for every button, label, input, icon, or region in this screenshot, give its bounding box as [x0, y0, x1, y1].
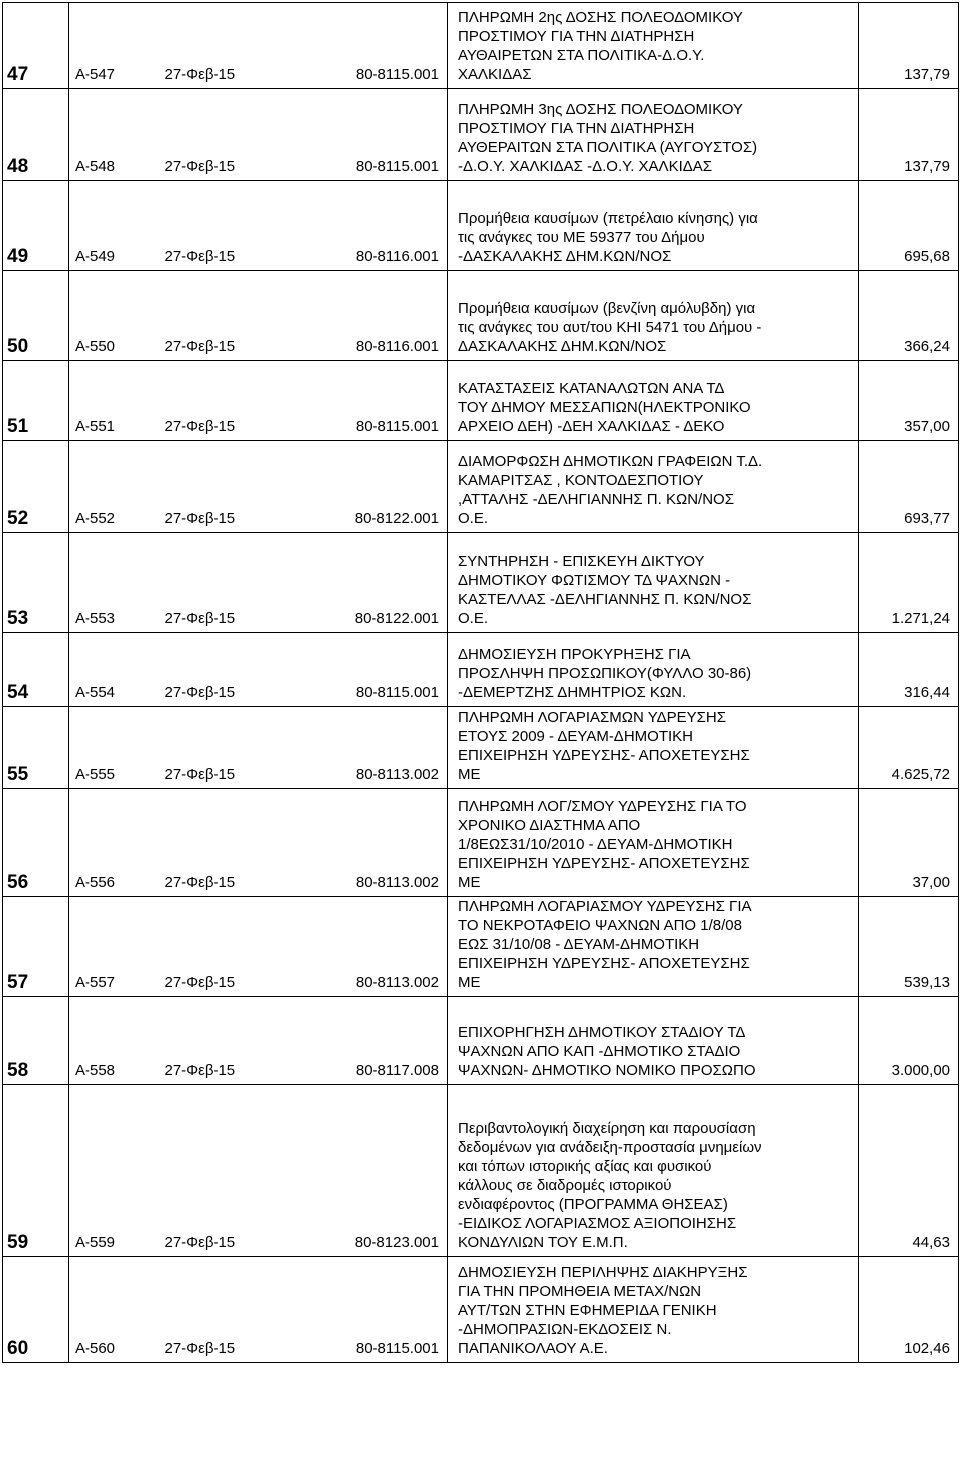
description-line: ΕΤΟΥΣ 2009 - ΔΕΥΑΜ-ΔΗΜΟΤΙΚΗ	[458, 728, 693, 745]
table-row	[3, 271, 959, 361]
table-row	[3, 789, 959, 897]
description-line: Προμήθεια καυσίμων (πετρέλαιο κίνησης) για	[458, 210, 758, 227]
voucher-code: Α-556	[69, 789, 159, 897]
payment-description	[448, 897, 859, 997]
table-row	[3, 1257, 959, 1363]
row-number: 51	[3, 361, 69, 441]
description-line: κάλλους σε διαδρομές ιστορικού	[458, 1177, 672, 1194]
description-line: ΠΛΗΡΩΜΗ 3ης ΔΟΣΗΣ ΠΟΛΕΟΔΟΜΙΚΟΥ	[458, 101, 743, 118]
row-number: 59	[3, 1085, 69, 1257]
table-row	[3, 361, 959, 441]
account-code: 80-8123.001	[284, 1085, 448, 1257]
description-line: Ο.Ε.	[458, 510, 489, 527]
description-line: ΑΥΘΕΡΑΙΤΩΝ ΣΤΑ ΠΟΛΙΤΙΚΑ (ΑΥΓΟΥΣΤΟΣ)	[458, 139, 758, 156]
payment-description	[448, 1257, 859, 1363]
table-row	[3, 3, 959, 89]
payment-date: 27-Φεβ-15	[159, 789, 284, 897]
payment-date: 27-Φεβ-15	[159, 533, 284, 633]
row-number: 52	[3, 441, 69, 533]
payment-amount: 316,44	[859, 633, 959, 707]
description-line: ΔΗΜΟΣΙΕΥΣΗ ΠΕΡΙΛΗΨΗΣ ΔΙΑΚΗΡΥΞΗΣ	[458, 1264, 748, 1281]
description-line: ΑΥΘΑΙΡΕΤΩΝ ΣΤΑ ΠΟΛΙΤΙΚΑ-Δ.Ο.Υ.	[458, 47, 705, 64]
description-line: ΓΙΑ ΤΗΝ ΠΡΟΜΗΘΕΙΑ ΜΕΤΑΧ/ΝΩΝ	[458, 1283, 702, 1300]
voucher-code: Α-549	[69, 181, 159, 271]
payment-description	[448, 361, 859, 441]
payment-description	[448, 441, 859, 533]
table-row	[3, 1085, 959, 1257]
description-line: ΠΑΠΑΝΙΚΟΛΑΟΥ Α.Ε.	[458, 1340, 608, 1357]
row-number: 56	[3, 789, 69, 897]
voucher-code: Α-547	[69, 3, 159, 89]
description-line: -Δ.Ο.Υ. ΧΑΛΚΙΔΑΣ -Δ.Ο.Υ. ΧΑΛΚΙΔΑΣ	[458, 158, 713, 175]
voucher-code: Α-548	[69, 89, 159, 181]
payment-amount: 44,63	[859, 1085, 959, 1257]
description-line: ΕΠΙΧΕΙΡΗΣΗ ΥΔΡΕΥΣΗΣ- ΑΠΟΧΕΤΕΥΣΗΣ	[458, 855, 750, 872]
description-line: ΔΙΑΜΟΡΦΩΣΗ ΔΗΜΟΤΙΚΩΝ ΓΡΑΦΕΙΩΝ Τ.Δ.	[458, 453, 763, 470]
payment-description	[448, 3, 859, 89]
description-line: ΤΟ ΝΕΚΡΟΤΑΦΕΙΟ ΨΑΧΝΩΝ ΑΠΟ 1/8/08	[458, 917, 742, 934]
row-number: 53	[3, 533, 69, 633]
payment-description	[448, 181, 859, 271]
payment-amount: 1.271,24	[859, 533, 959, 633]
voucher-code: Α-557	[69, 897, 159, 997]
account-code: 80-8115.001	[284, 89, 448, 181]
row-number: 55	[3, 707, 69, 789]
payment-amount: 102,46	[859, 1257, 959, 1363]
account-code: 80-8113.002	[284, 897, 448, 997]
payment-date: 27-Φεβ-15	[159, 361, 284, 441]
account-code: 80-8115.001	[284, 1257, 448, 1363]
table-row	[3, 707, 959, 789]
voucher-code: Α-558	[69, 997, 159, 1085]
description-line: ΠΛΗΡΩΜΗ 2ης ΔΟΣΗΣ ΠΟΛΕΟΔΟΜΙΚΟΥ	[458, 9, 743, 26]
payment-amount: 693,77	[859, 441, 959, 533]
payment-description	[448, 1085, 859, 1257]
row-number: 58	[3, 997, 69, 1085]
description-line: ΠΡΟΣΛΗΨΗ ΠΡΟΣΩΠΙΚΟΥ(ΦΥΛΛΟ 30-86)	[458, 665, 752, 682]
table-row	[3, 533, 959, 633]
payment-description	[448, 633, 859, 707]
payment-amount: 695,68	[859, 181, 959, 271]
description-line: Προμήθεια καυσίμων (βενζίνη αμόλυβδη) για	[458, 300, 756, 317]
description-line: 1/8ΕΩΣ31/10/2010 - ΔΕΥΑΜ-ΔΗΜΟΤΙΚΗ	[458, 836, 733, 853]
payment-description	[448, 707, 859, 789]
row-number: 50	[3, 271, 69, 361]
payment-date: 27-Φεβ-15	[159, 1085, 284, 1257]
description-line: ΚΑΤΑΣΤΑΣΕΙΣ ΚΑΤΑΝΑΛΩΤΩΝ ΑΝΑ ΤΔ	[458, 380, 725, 397]
payment-description	[448, 89, 859, 181]
description-line: ΕΩΣ 31/10/08 - ΔΕΥΑΜ-ΔΗΜΟΤΙΚΗ	[458, 936, 700, 953]
description-line: ΔΑΣΚΑΛΑΚΗΣ ΔΗΜ.ΚΩΝ/ΝΟΣ	[458, 338, 667, 355]
row-number: 57	[3, 897, 69, 997]
payment-description	[448, 789, 859, 897]
description-line: τις ανάγκες του ΜΕ 59377 του Δήμου	[458, 229, 705, 246]
payment-amount: 357,00	[859, 361, 959, 441]
description-line: ενδιαφέροντος (ΠΡΟΓΡΑΜΜΑ ΘΗΣΕΑΣ)	[458, 1196, 728, 1213]
table-row	[3, 897, 959, 997]
description-line: ΔΗΜΟΣΙΕΥΣΗ ΠΡΟΚΥΡΗΞΗΣ ΓΙΑ	[458, 646, 691, 663]
payment-amount: 137,79	[859, 89, 959, 181]
payment-date: 27-Φεβ-15	[159, 441, 284, 533]
payment-table-body	[3, 3, 959, 1363]
payment-date: 27-Φεβ-15	[159, 1257, 284, 1363]
description-line: ΤΟΥ ΔΗΜΟΥ ΜΕΣΣΑΠΙΩΝ(ΗΛΕΚΤΡΟΝΙΚΟ	[458, 399, 751, 416]
description-line: ΚΑΣΤΕΛΛΑΣ -ΔΕΛΗΓΙΑΝΝΗΣ Π. ΚΩΝ/ΝΟΣ	[458, 591, 752, 608]
row-number: 49	[3, 181, 69, 271]
account-code: 80-8117.008	[284, 997, 448, 1085]
description-line: ΕΠΙΧΟΡΗΓΗΣΗ ΔΗΜΟΤΙΚΟΥ ΣΤΑΔΙΟΥ ΤΔ	[458, 1024, 746, 1041]
row-number: 54	[3, 633, 69, 707]
payment-amount: 137,79	[859, 3, 959, 89]
payment-description	[448, 271, 859, 361]
description-line: ΨΑΧΝΩΝ ΑΠΟ ΚΑΠ -ΔΗΜΟΤΙΚΟ ΣΤΑΔΙΟ	[458, 1043, 741, 1060]
payment-amount: 4.625,72	[859, 707, 959, 789]
description-line: ΠΛΗΡΩΜΗ ΛΟΓΑΡΙΑΣΜΩΝ ΥΔΡΕΥΣΗΣ	[458, 709, 727, 726]
description-line: -ΕΙΔΙΚΟΣ ΛΟΓΑΡΙΑΣΜΟΣ ΑΞΙΟΠΟΙΗΣΗΣ	[458, 1215, 737, 1232]
row-number: 60	[3, 1257, 69, 1363]
payment-amount: 37,00	[859, 789, 959, 897]
payment-description	[448, 533, 859, 633]
description-line: -ΔΑΣΚΑΛΑΚΗΣ ΔΗΜ.ΚΩΝ/ΝΟΣ	[458, 248, 672, 265]
description-line: ΠΡΟΣΤΙΜΟΥ ΓΙΑ ΤΗΝ ΔΙΑΤΗΡΗΣΗ	[458, 120, 695, 137]
account-code: 80-8115.001	[284, 3, 448, 89]
description-line: και τόπων ιστορικής αξίας και φυσικού	[458, 1158, 712, 1175]
description-line: ΠΛΗΡΩΜΗ ΛΟΓ/ΣΜΟΥ ΥΔΡΕΥΣΗΣ ΓΙΑ ΤΟ	[458, 798, 747, 815]
account-code: 80-8115.001	[284, 361, 448, 441]
description-line: ΔΗΜΟΤΙΚΟΥ ΦΩΤΙΣΜΟΥ ΤΔ ΨΑΧΝΩΝ -	[458, 572, 731, 589]
payment-description	[448, 997, 859, 1085]
payment-amount: 366,24	[859, 271, 959, 361]
voucher-code: Α-559	[69, 1085, 159, 1257]
payment-date: 27-Φεβ-15	[159, 181, 284, 271]
account-code: 80-8113.002	[284, 707, 448, 789]
voucher-code: Α-550	[69, 271, 159, 361]
description-line: ΕΠΙΧΕΙΡΗΣΗ ΥΔΡΕΥΣΗΣ- ΑΠΟΧΕΤΕΥΣΗΣ	[458, 747, 750, 764]
table-row	[3, 89, 959, 181]
payment-date: 27-Φεβ-15	[159, 997, 284, 1085]
description-line: -ΔΕΜΕΡΤΖΗΣ ΔΗΜΗΤΡΙΟΣ ΚΩΝ.	[458, 684, 687, 701]
description-line: Περιβαντολογική διαχείρηση και παρουσίαση	[458, 1120, 756, 1137]
voucher-code: Α-552	[69, 441, 159, 533]
description-line: ΑΥΤ/ΤΩΝ ΣΤΗΝ ΕΦΗΜΕΡΙΔΑ ΓΕΝΙΚΗ	[458, 1302, 717, 1319]
payment-date: 27-Φεβ-15	[159, 897, 284, 997]
row-number: 47	[3, 3, 69, 89]
account-code: 80-8116.001	[284, 271, 448, 361]
description-line: ΜΕ	[458, 874, 481, 891]
account-code: 80-8113.002	[284, 789, 448, 897]
payment-table	[2, 2, 959, 1363]
description-line: -ΔΗΜΟΠΡΑΣΙΩΝ-ΕΚΔΟΣΕΙΣ Ν.	[458, 1321, 672, 1338]
description-line: ΣΥΝΤΗΡΗΣΗ - ΕΠΙΣΚΕΥΗ ΔΙΚΤΥΟΥ	[458, 553, 705, 570]
payment-amount: 3.000,00	[859, 997, 959, 1085]
description-line: ΑΡΧΕΙΟ ΔΕΗ) -ΔΕΗ ΧΑΛΚΙΔΑΣ - ΔΕΚΟ	[458, 418, 725, 435]
description-line: δεδομένων για ανάδειξη-προστασία μνημείων	[458, 1139, 762, 1156]
voucher-code: Α-560	[69, 1257, 159, 1363]
table-row	[3, 441, 959, 533]
account-code: 80-8115.001	[284, 633, 448, 707]
table-row	[3, 633, 959, 707]
description-line: τις ανάγκες του αυτ/του ΚΗΙ 5471 του Δήμου -	[458, 319, 762, 336]
description-line: ΠΡΟΣΤΙΜΟΥ ΓΙΑ ΤΗΝ ΔΙΑΤΗΡΗΣΗ	[458, 28, 695, 45]
description-line: ,ΑΤΤΑΛΗΣ -ΔΕΛΗΓΙΑΝΝΗΣ Π. ΚΩΝ/ΝΟΣ	[458, 491, 734, 508]
voucher-code: Α-554	[69, 633, 159, 707]
table-row	[3, 997, 959, 1085]
description-line: ΚΑΜΑΡΙΤΣΑΣ , ΚΟΝΤΟΔΕΣΠΟΤΙΟΥ	[458, 472, 704, 489]
payment-date: 27-Φεβ-15	[159, 633, 284, 707]
voucher-code: Α-553	[69, 533, 159, 633]
payment-date: 27-Φεβ-15	[159, 3, 284, 89]
account-code: 80-8116.001	[284, 181, 448, 271]
description-line: ΧΑΛΚΙΔΑΣ	[458, 66, 532, 83]
description-line: ΠΛΗΡΩΜΗ ΛΟΓΑΡΙΑΣΜΟΥ ΥΔΡΕΥΣΗΣ ΓΙΑ	[458, 898, 752, 915]
voucher-code: Α-555	[69, 707, 159, 789]
account-code: 80-8122.001	[284, 533, 448, 633]
table-row	[3, 181, 959, 271]
description-line: ΜΕ	[458, 766, 481, 783]
description-line: Ο.Ε.	[458, 610, 489, 627]
description-line: ΚΟΝΔΥΛΙΩΝ ΤΟΥ Ε.Μ.Π.	[458, 1234, 628, 1251]
account-code: 80-8122.001	[284, 441, 448, 533]
description-line: ΨΑΧΝΩΝ- ΔΗΜΟΤΙΚΟ ΝΟΜΙΚΟ ΠΡΟΣΩΠΟ	[458, 1062, 756, 1079]
description-line: ΜΕ	[458, 974, 481, 991]
voucher-code: Α-551	[69, 361, 159, 441]
description-line: ΕΠΙΧΕΙΡΗΣΗ ΥΔΡΕΥΣΗΣ- ΑΠΟΧΕΤΕΥΣΗΣ	[458, 955, 750, 972]
payment-date: 27-Φεβ-15	[159, 271, 284, 361]
description-line: ΧΡΟΝΙΚΟ ΔΙΑΣΤΗΜΑ ΑΠΟ	[458, 817, 641, 834]
payment-date: 27-Φεβ-15	[159, 707, 284, 789]
payment-amount: 539,13	[859, 897, 959, 997]
payment-date: 27-Φεβ-15	[159, 89, 284, 181]
row-number: 48	[3, 89, 69, 181]
